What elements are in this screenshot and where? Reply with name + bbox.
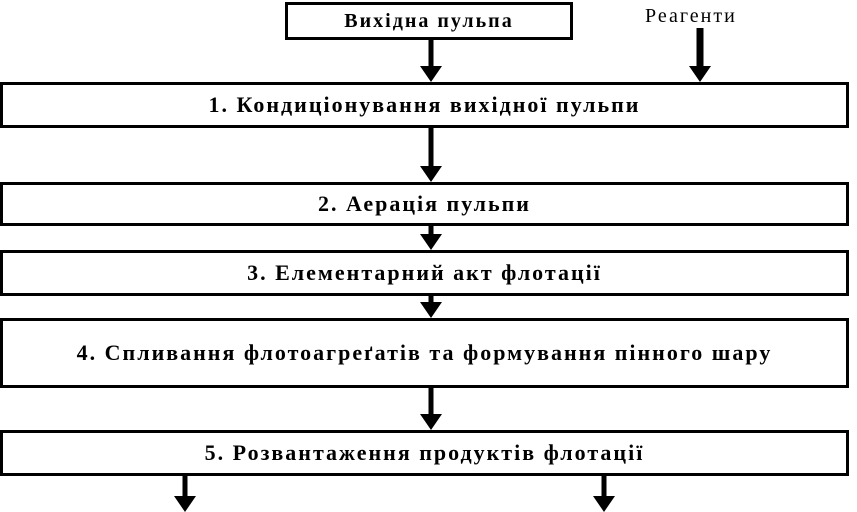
arrow-step5-output-left [173, 476, 197, 512]
node-reagents-label: Реагенти [645, 5, 737, 27]
arrow-shaft [429, 226, 434, 234]
node-step5 [0, 430, 849, 476]
arrow-step3-to-step4 [419, 296, 443, 318]
arrow-shaft [183, 476, 188, 496]
arrow-head [689, 66, 711, 82]
arrow-shaft [429, 388, 434, 414]
arrow-shaft [429, 128, 434, 166]
node-step2-label: 2. Аерація пульпи [318, 191, 531, 217]
arrow-head [593, 496, 615, 512]
node-step1 [0, 82, 849, 128]
node-step5-label: 5. Розвантаження продуктів флотації [204, 440, 645, 466]
arrow-head [420, 302, 442, 318]
node-step3 [0, 250, 849, 296]
arrow-step5-output-right [592, 476, 616, 512]
arrow-head [420, 414, 442, 430]
arrow-step1-to-step2 [419, 128, 443, 182]
arrow-source-to-step1 [419, 40, 443, 82]
arrow-step4-to-step5 [419, 388, 443, 430]
node-source-label: Вихідна пульпа [344, 9, 514, 32]
node-step1-label: 1. Кондиціонування вихідної пульпи [208, 92, 641, 118]
arrow-head [420, 166, 442, 182]
arrow-shaft [697, 28, 704, 66]
arrow-head [420, 66, 442, 82]
arrow-reagents-to-step1 [688, 28, 712, 82]
arrow-head [174, 496, 196, 512]
arrow-step2-to-step3 [419, 226, 443, 250]
arrow-head [420, 234, 442, 250]
arrow-shaft [602, 476, 607, 496]
node-step2 [0, 182, 849, 226]
arrow-shaft [429, 40, 434, 66]
node-step4 [0, 318, 849, 388]
node-step3-label: 3. Елементарний акт флотації [247, 260, 602, 286]
node-source [285, 2, 573, 40]
node-step4-label: 4. Спливання флотоагреґатів та формування пінного шару [76, 340, 773, 366]
